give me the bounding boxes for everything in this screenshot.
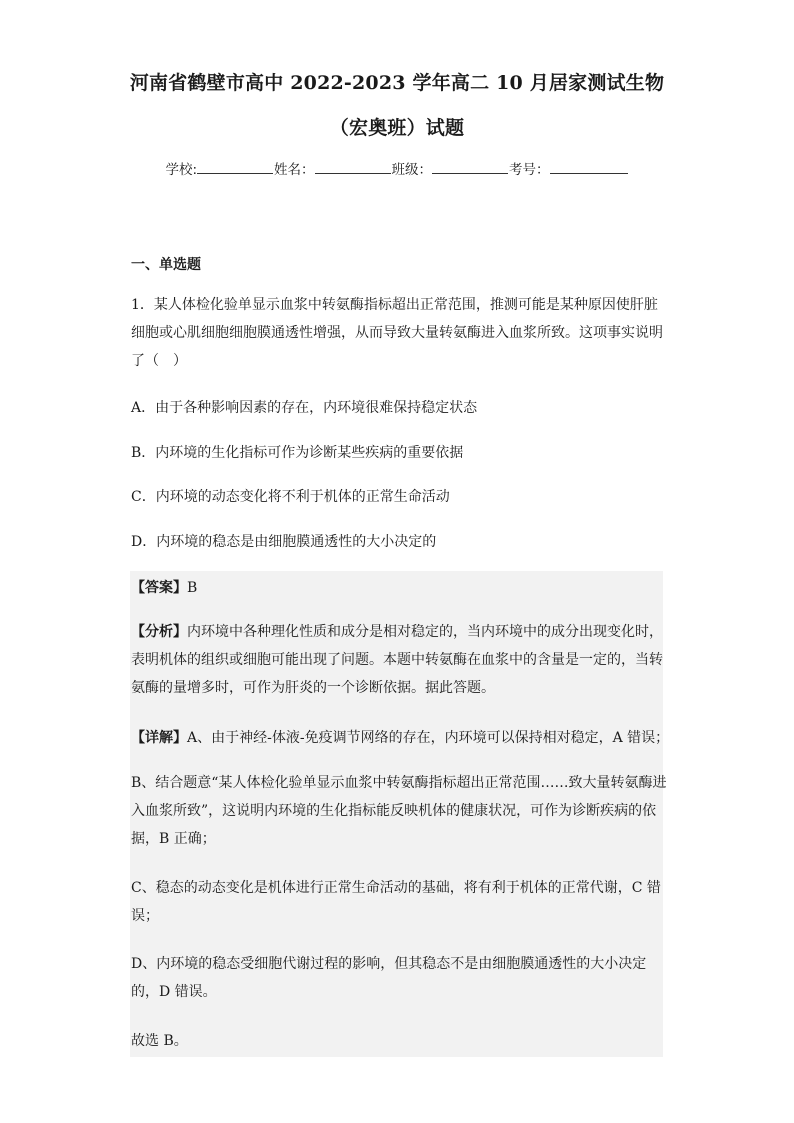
option-b: B．内环境的生化指标可作为诊断某些疾病的重要依据 [131, 445, 464, 461]
class-blank [432, 159, 508, 174]
document-title-line1: 河南省鹤壁市高中 2022-2023 学年高二 10 月居家测试生物 [129, 72, 665, 94]
exam-number-blank [550, 159, 628, 174]
analysis-label: 【分析】 [131, 624, 187, 640]
detail-d-paragraph: D、内环境的稳态受细胞代谢过程的影响，但其稳态不是由细胞膜通透性的大小决定的，D 错误。 [131, 956, 647, 1000]
question-stem: 1．某人体检化验单显示血浆中转氨酶指标超出正常范围，推测可能是某种原因使肝脏细胞或心肌细胞细胞膜通透性增强，从而导致大量转氨酶进入血浆所致。这项事实说明了（ ） [131, 297, 663, 369]
detail-a-paragraph [131, 724, 671, 752]
detail-label: 【详解】 [131, 730, 187, 746]
answer-line [131, 574, 671, 602]
student-info-line [0, 158, 794, 178]
class-label: 班级： [391, 162, 433, 178]
detail-b-paragraph: B、结合题意“某人体检化验单显示血浆中转氨酶指标超出正常范围……致大量转氨酶进入血浆所致”，这说明内环境的生化指标能反映机体的健康状况，可作为诊断疾病的依据，B 正确； [131, 775, 667, 847]
analysis-paragraph [131, 618, 671, 702]
name-blank [315, 159, 391, 174]
section-title: 一、单选题 [131, 257, 201, 273]
conclusion-line: 故选 B。 [131, 1033, 188, 1049]
answer-label: 【答案】 [131, 580, 187, 596]
answer-value: B [187, 580, 198, 596]
school-label: 学校: [165, 162, 198, 178]
name-label: 姓名： [274, 162, 315, 178]
detail-c-paragraph: C、稳态的动态变化是机体进行正常生命活动的基础，将有利于机体的正常代谢，C 错误； [131, 880, 661, 924]
option-a: A．由于各种影响因素的存在，内环境很难保持稳定状态 [131, 400, 478, 416]
exam-number-label: 考号： [509, 162, 550, 178]
document-title-line2: （宏奥班）试题 [329, 117, 465, 139]
analysis-text: 内环境中各种理化性质和成分是相对稳定的，当内环境中的成分出现变化时，表明机体的组织或细胞可能出现了问题。本题中转氨酶在血浆中的含量是一定的，当转氨酶的量增多时，可作为肝炎的一个诊断依据。据此答题。 [131, 624, 663, 696]
detail-a-text: A、由于神经-体液-免疫调节网络的存在，内环境可以保持相对稳定，A 错误； [187, 730, 670, 746]
school-blank [197, 159, 273, 174]
option-d: D．内环境的稳态是由细胞膜通透性的大小决定的 [131, 534, 437, 550]
option-c: C．内环境的动态变化将不利于机体的正常生命活动 [131, 489, 450, 505]
